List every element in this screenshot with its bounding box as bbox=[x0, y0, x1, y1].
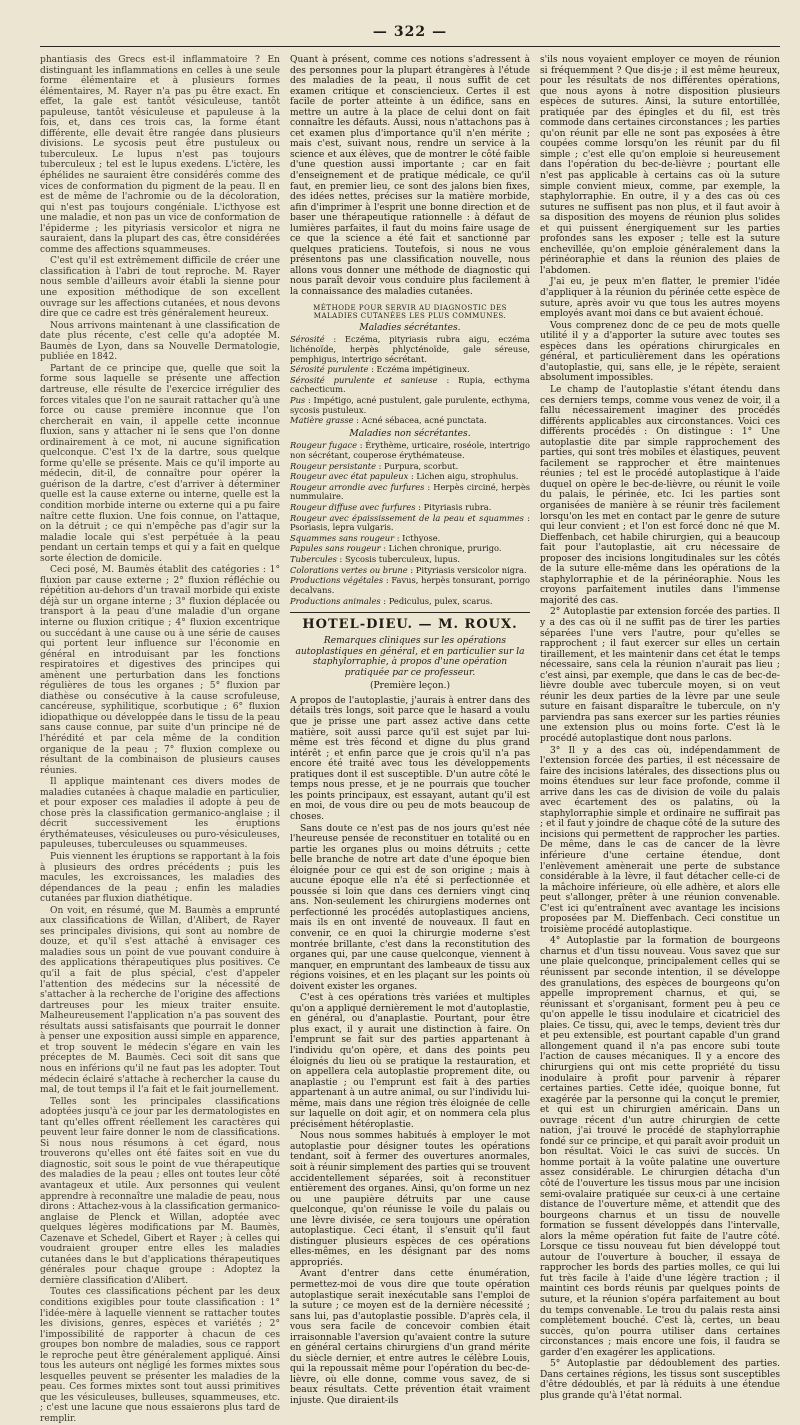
intro-paragraphs bbox=[290, 55, 530, 298]
paragraph: Avant d'entrer dans cette énumération, permettez-moi de vous dire que toute opération autoplastique serait inexécutable sans l'emploi de la suture ; ce moyen est de la dernière nécessité ; sans lui, pas d'autoplastie possible. D'après cela, il vous sera facile de concevoir combien était irraisonnable l'aversion qu'avaient contre la suture en général certains chirurgiens d'un grand mérite du siècle dernier, et entre autres le célèbre Louis, qui la repoussait même pour l'opération du bec-de-lièvre, où elle donne, comme vous savez, de si beaux résultats. Cette prévention était vraiment injuste. Que diraient-ils bbox=[290, 1269, 530, 1407]
diagnostic-entry bbox=[290, 534, 530, 544]
entry-term: Rougeur persistante bbox=[290, 460, 376, 471]
diagnostic-entry bbox=[290, 335, 530, 364]
paragraph: Nous arrivons maintenant à une classification de date plus récente, c'est celle qu'a adoptée M. Baumès de Lyon, dans sa Nouvelle Dermatologie, publiée en 1842. bbox=[40, 320, 280, 363]
paragraph: C'est à ces opérations très variées et multiples qu'on a appliqué dernièrement le mot d'autoplastie, en général, ou d'anaplastie. Pourtant, pour être plus exact, il y aurait une distinction à faire. On l'emprunt se fait sur des parties appartenant à l'individu qu'on opère, et dans des points peu éloignés du lieu où se pratique la restauration, et on appellera cela autoplastie proprement dite, ou anaplastie ; ou l'emprunt est fait à des parties appartenant à un autre animal, ou sur l'individu lui-même, mais dans une région très éloignée de celle sur laquelle on doit agir, et on nommera cela plus précisément hétéroplastie. bbox=[290, 993, 530, 1130]
entry-term: Rougeur avec état papuleux bbox=[290, 471, 409, 482]
paragraph: Partant de ce principe que, quelle que soit la forme sous laquelle se présente une affection dartreuse, elle résulte de l'exercice irrégulier des forces vitales que l'on ne saurait rattacher qu'à une force ou cause première inconnue que l'on chercherait en vain, il appelle cette inconnue fluxion, sans y attacher ni le sens que l'on donne ordinairement à ce mot, ni aucune signification quelconque. C'est l'x de la dartre, sous quelque forme qu'elle se présente. Mais ce qu'il importe au médecin, dit-il, de connaître pour opérer la guérison de la dartre, c'est d'arriver à déterminer quelle est la cause externe ou interne, quelle est la condition morbide interne ou externe qui a pu faire naître cette fluxion. Une fois connue, on l'attaque, on la détruit ; ce qui n'empêche pas d'agir sur la maladie locale qui s'est perpétuée à la peau pendant un certain temps et qui y a fait en quelque sorte élection de domicile. bbox=[40, 363, 280, 564]
column-middle bbox=[290, 55, 531, 1407]
lecture-label: (Première leçon.) bbox=[369, 681, 451, 692]
paragraph: On voit, en résumé, que M. Baumès a emprunté aux classifications de Willan, d'Alibert, de Rayer ses principales divisions, qui sont au nombre de douze, et qu'il s'est attaché à envisager ces maladies sous un point de vue pouvant conduire à des applications thérapeutiques plus positives. Ce qu'il a fait de plus spécial, c'est d'appeler l'attention des médecins sur la nécessité de s'attacher à la recherche de l'origine des affections dartreuses pour les mieux traiter ensuite. Malheureusement l'application n'a pas souvent des résultats aussi satisfaisants que pourrait le donner à penser une exposition aussi simple en apparence, et trop souvent le médecin s'égare en vain les préceptes de M. Baumès. Ceci soit dit sans que nous en inférions qu'il ne faut pas les adopter. Tout médecin éclairé s'attache à rechercher la cause du mal, de tout temps il l'a fait et le fait journellement. bbox=[40, 905, 280, 1096]
entry-term: Productions végétales bbox=[290, 575, 384, 586]
diagnostic-entry bbox=[290, 503, 530, 513]
diagnostic-entry bbox=[290, 365, 530, 375]
entry-term: Sérosité purulente et sanieuse bbox=[290, 374, 438, 385]
entry-term: Rougeur fugace bbox=[290, 440, 358, 451]
paragraph: 5° Autoplastie par dédoublement des parties. Dans certaines régions, les tissus sont susceptibles d'être dédoublés, et par là réduits à une étendue plus grande qu'à l'état normal. bbox=[540, 1359, 780, 1401]
entry-term: Tubercules bbox=[290, 554, 337, 565]
section-title-non-secretantes: Maladies non sécrétantes. bbox=[349, 428, 471, 439]
entry-term: Papules sans rougeur bbox=[290, 543, 381, 554]
paragraph: Le champ de l'autoplastie s'étant étendu dans ces derniers temps, comme vous venez de voir, il a fallu nécessairement imaginer des procédés différents applicables aux circonstances. Voici ces différents procédés : On distingue : 1° Une autoplastie dite par simple rapprochement des parties, qui sont très mobiles et élastiques, peuvent facilement se rapprocher et être maintenues réunies ; tel est le procédé autoplastique à l'aide duquel on opère le bec-de-lièvre, ou réunit le voile du palais, le périnée, etc. Ici les parties sont organisées de manière à se réunir très facilement lorsqu'on les met en contact par le genre de suture qui leur convient ; et l'on est forcé donc né que M. Dieffenbach, cet habile chirurgien, qui a beaucoup fait pour l'autoplastie, ait cru nécessaire de proposer des incisions longitudinales sur les côtés de la suture elle-même dans les opérations de la staphylorraphie et de la périnéoraphie. Nous les croyons parfaitement inutiles dans l'immense majorité des cas. bbox=[540, 384, 780, 606]
hotel-dieu-heading: HOTEL-DIEU. — M. ROUX. bbox=[290, 612, 530, 632]
paragraph: Quant à présent, comme ces notions s'adressent à des personnes pour la plupart étrangères à l'étude des maladies de la peau, il nous suffit de cet examen critique et consciencieux. Certes il est facile de porter atteinte à un édifice, sans en mettre un autre à la place de celui dont on fait connaître les défauts. Aussi, nous n'attachons pas à cet examen plus d'importance qu'il n'en mérite ; mais c'est, suivant nous, rendre un service à la science et aux élèves, que de montrer le côté faible d'une question aussi importante ; car en fait d'enseignement et de pratique médicale, ce qu'il faut, en premier lieu, ce sont des jalons bien fixes, des idées nettes, précises sur la matière morbide, afin d'imprimer à l'esprit une bonne direction et de baser une thérapeutique rationnelle : à défaut de lumières parfaites, il faut du moins faire usage de ce que la science a été fait et sanctionné par quelques praticiens. Toutefois, si nous ne vous présentons pas une classification nouvelle, nous allons vous donner une méthode de diagnostic qui nous paraît devoir vous conduire plus facilement à la connaissance des maladies cutanées. bbox=[290, 55, 530, 298]
entry-term: Squammes sans rougeur bbox=[290, 532, 395, 543]
entry-text: : Herpès circiné, herpès nummulaire. bbox=[290, 481, 531, 502]
paragraph: Toutes ces classifications péchent par les deux conditions exigibles pour toute classification : 1° l'idée-mère à laquelle viennent se rattacher toutes les divisions, genres, espèces et variétés ; 2° l'impossibilité de rapporter à chacun de ces groupes bon nombre de maladies, sous ce rapport le reproche peut être généralement appliqué. Ainsi tous les auteurs ont négligé les formes mixtes sous lesquelles peuvent se présenter les maladies de la peau. Ces formes mixtes sont tout aussi primitives que les vésiculeuses, bulleuses, squammeuses, etc. ; c'est une lacune que nous essaierons plus tard de remplir. bbox=[40, 1287, 280, 1424]
paragraph: C'est qu'il est extrêmement difficile de créer une classification à l'abri de tout reproche. M. Rayer nous semble d'ailleurs avoir établi la sienne pour une exposition méthodique de son excellent ouvrage sur les affections cutanées, et nous devons dire que ce cadre est très généralement heureux. bbox=[40, 256, 280, 320]
entry-text: : Favus, herpès tonsurant, porrigo decalvans. bbox=[290, 575, 530, 595]
entry-text: : Purpura, scorbut. bbox=[375, 460, 459, 471]
entry-text: : Érythème, urticaire, roséole, intertrigo non sécrétant, couperose érythémateuse. bbox=[290, 440, 530, 460]
paragraph: 2° Autoplastie par extension forcée des parties. Il y a des cas où il ne suffit pas de tirer les parties séparées l'une vers l'autre, pour qu'elles se rapprochent ; il faut exercer sur elles un certain tiraillement, et les maintenir dans cet état le temps nécessaire, sans cela la réunion n'aurait pas lieu ; c'est ainsi, par exemple, que dans le cas de bec-de-lièvre double avec tubercule moyen, si on veut réunir les deux parties de la lèvre par une seule suture en faisant disparaître le tubercule, on n'y parviendra pas sans exercer sur les parties réunies une extension plus ou moins forte. C'est là le procédé autoplastique dont nous parlons. bbox=[540, 607, 780, 744]
paragraph: A propos de l'autoplastie, j'aurais à entrer dans des détails très longs, soit parce que le hasard a voulu que je prisse une part assez active dans cette matière, soit aussi parce qu'il est sujet par lui-même est très fécond et digne du plus grand intérêt ; et enfin parce que je crois qu'il n'a pas encore été traité avec tous les développements pratiques dont il est susceptible. D'un autre côté le temps nous presse, et je ne pourrais que toucher les points principaux, est essayant, autant qu'il est en moi, de vous dire ou peu de mots beaucoup de choses. bbox=[290, 695, 530, 822]
entry-text: : Psoriasis, lepra vulgaris. bbox=[290, 512, 531, 533]
diagnostic-entry bbox=[290, 566, 530, 576]
entry-text: : Icthyose. bbox=[394, 532, 441, 543]
entry-term: Rougeur arrondie avec furfures bbox=[290, 481, 425, 492]
entry-text: : Lichen aigu, strophulus. bbox=[408, 471, 519, 482]
entry-text: : Eczéma, pityriasis rubra aigu, eczéma lichénoïde, herpès phlycténoïde, gale séreuse, pemphigus, intertrigo sécrétant. bbox=[290, 334, 530, 364]
diagnostic-entry bbox=[290, 483, 530, 502]
page-header bbox=[40, 24, 780, 47]
diagnostic-entry bbox=[290, 597, 530, 607]
entry-term: Productions animales bbox=[290, 595, 381, 606]
entry-text: : Pediculus, pulex, scarus. bbox=[380, 595, 493, 606]
diagnostic-entry bbox=[290, 441, 530, 460]
diagnostic-entry bbox=[290, 514, 530, 533]
column-right bbox=[540, 55, 780, 1401]
paragraph: s'ils nous voyaient employer ce moyen de réunion si fréquemment ? Que dis-je ; il est même heureux, pour les résultats de nos différentes opérations, que nous ayons à notre disposition plusieurs espèces de sutures. Ainsi, la suture entortillée, pratiquée par des épingles et du fil, est très commode dans certaines circonstances ; les parties qu'on réunit par elle ne sont pas exposées à être coupées comme lorsqu'on les réunit par du fil simple ; c'est elle qu'on emploie si heureusement dans l'opération du bec-de-lièvre ; pourtant elle n'est pas applicable à certains cas où la suture simple convient mieux, comme, par exemple, la staphylorraphie. En outre, il y a des cas où ces sutures ne suffisent pas non plus, et il faut avoir à sa disposition des moyens de réunion plus solides et qui puissent énergiquement sur les parties profondes sans les exposer ; telle est la suture enchevillée, qu'on emploie généralement dans la périnéoraphie et dans la réunion des plaies de l'abdomen. bbox=[540, 55, 780, 276]
paragraph: Il applique maintenant ces divers modes de maladies cutanées à chaque maladie en particulier, et pour exposer ces maladies il adopte à peu de chose près la classification germanico-anglaise ; il décrit successivement les éruptions érythémateuses, vésiculeuses ou puro-vésiculeuses, papuleuses, tuberculeuses ou squammeuses. bbox=[40, 777, 280, 851]
diagnostic-entry bbox=[290, 472, 530, 482]
paragraph: Ceci posé, M. Baumès établit des catégories : 1° fluxion par cause externe ; 2° fluxion réfléchie ou répétition au-dehors d'un travail morbide qui existe déjà sur un organe interne ; 3° fluxion déplacée ou transport à la peau d'une maladie d'un organe interne ou fluxion critique ; 4° fluxion excentrique ou succédant à une cause ou à une série de causes qui portent leur influence sur l'économie en général en introduisant par les fonctions respiratoires et digestives des principes qui amènent une perturbation dans les fonctions régulières de tous les organes ; 5° fluxion par diathèse ou consécutive à la cause scrofuleuse, cancéreuse, syphilitique, scorbutique ; 6° fluxion idiopathique ou développée dans le tissu de la peau sans cause connue, par suite d'un principe né de l'hérédité et par cela même de la condition organique de la peau ; 7° fluxion complexe ou résultant de la combinaison de plusieurs causes réunies. bbox=[40, 565, 280, 776]
paragraph: Telles sont les principales classifications adoptées jusqu'à ce jour par les dermatologistes en tant qu'elles offrent réellement les caractères qui peuvent leur faire donner le nom de classifications. Si nous nous résumons à cet égard, nous trouverons qu'elles ont été faites soit en vue du diagnostic, soit sous le point de vue thérapeutique des maladies de la peau ; elles ont toutes leur côté avantageux et utile. Aux personnes qui veulent apprendre à reconnaître une maladie de peau, nous dirons : Attachez-vous à la classification germanico-anglaise de Plenck et Willan, adoptée avec quelques légères modifications par M. Baumès, Cazenave et Schedel, Gibert et Rayer ; à celles qui voudraient grouper entre elles les maladies cutanées dans le but d'applications thérapeutiques générales pour chaque groupe : Adoptez la dernière classification d'Alibert. bbox=[40, 1096, 280, 1286]
non-secretantes-list bbox=[290, 441, 530, 606]
diagnostic-entry bbox=[290, 462, 530, 472]
section-title-secretantes: Maladies sécrétantes. bbox=[359, 322, 461, 333]
diagnostic-entry bbox=[290, 376, 530, 395]
entry-text: : Lichen chronique, prurigo. bbox=[380, 543, 502, 554]
entry-text: : Sycosis tuberculeux, lupus. bbox=[336, 554, 461, 565]
diagnostic-entry bbox=[290, 416, 530, 426]
method-title: MÉTHODE POUR SERVIR AU DIAGNOSTIC DES MALADIES CUTANÉES LES PLUS COMMUNES. bbox=[313, 303, 507, 320]
paragraph: J'ai eu, je peux m'en flatter, le premier l'idée d'appliquer à la réunion du périnée cette espèce de suture, après avoir vu que tous les autres moyens employés avant moi dans ce but avaient échoué. bbox=[540, 277, 780, 320]
entry-text: : Rupia, ecthyma cachecticum. bbox=[290, 374, 530, 395]
entry-text: : Pityriasis versicolor nigra. bbox=[407, 564, 527, 575]
diagnostic-entry bbox=[290, 576, 530, 595]
paragraph: phantiasis des Grecs est-il inflammatoire ? En distinguant les inflammations en celles à une seule forme élémentaire et à plusieurs formes élémentaires, M. Rayer n'a pas pu être exact. En effet, la gale est tantôt vésiculeuse, tantôt papuleuse, tantôt vésiculeuse et papuleuse à la fois, et, dans ces trois cas, la forme étant différente, elle devait être rangée dans plusieurs divisions. Le sycosis peut être pustuleux ou tuberculeux. Le lupus n'est pas toujours tuberculeux ; tel est le lupus exedens. L'ictère, les éphélides ne sauraient être considérés comme des vices de conformation du pigment de la peau. Il en est de même de l'achromie ou de la décoloration, qui n'est pas toujours congéniale. L'icthyose est une maladie, et non pas un vice de conformation de l'épiderme ; les pityriasis versicolor et nigra ne sauraient, dans la plupart des cas, être considérées comme des affections squammeuses. bbox=[40, 55, 280, 255]
entry-text: : Impétigo, acné pustulent, gale purulente, ecthyma, sycosis pustuleux. bbox=[290, 395, 530, 415]
text-columns bbox=[40, 55, 780, 1424]
diagnostic-entry bbox=[290, 396, 530, 415]
entry-text: : Acné sébacea, acné punctata. bbox=[353, 415, 487, 426]
paragraph: Puis viennent les éruptions se rapportant à la fois à plusieurs des ordres précédents ; puis les macules, les excroissances, les maladies des dépendances de la peau ; enfin les maladies cutanées par fluxion diathétique. bbox=[40, 852, 280, 905]
entry-term: Rougeur avec épaississement de la peau et squammes bbox=[290, 512, 524, 523]
column-left bbox=[40, 55, 280, 1424]
diagnostic-entry bbox=[290, 544, 530, 554]
paragraph: 4° Autoplastie par la formation de bourgeons charnus et d'un tissu nouveau. Vous savez que sur une plaie quelconque, principalement celles qui se réunissent par seconde intention, il se développe des granulations, des espèces de bourgeons qu'on appelle improprement charnus, et qui, se réunissant et s'organisant, forment peu à peu ce qu'on appelle le tissu inodulaire et cicatriciel des plaies. Ce tissu, qui, avec le temps, devient très dur et peu extensible, est pourtant capable d'un grand allongement quand il n'a pas encore subi toute l'action de causes mécaniques. Il y a encore des chirurgiens qui ont mis cette propriété du tissu inodulaire à profit pour parvenir à réparer certaines parties. Cette idée, quoique bonne, fut exagérée par la personne qui la conçut le premier, et qui est un chirurgien américain. Dans un ouvrage récent d'un autre chirurgien de cette nation, j'ai trouvé le procédé de staphylorraphie fondé sur ce principe, et qui paraît avoir produit un bon résultat. Voici le cas suivi de succès. Un homme portait à la voûte palatine une ouverture assez considérable. Le chirurgien détacha d'un côté de l'ouverture les tissus mous par une incision semi-ovalaire pratiquée sur ceux-ci à une certaine distance de l'ouverture même, et attendit que des bourgeons charnus et un tissu de nouvelle formation se fussent développés dans l'intervalle, alors la même opération fut faite de l'autre côté. Lorsque ce tissu nouveau fut bien développé tout autour de l'ouverture à boucher, il essaya de rapprocher les bords des parties molles, ce qui lui fut très facile à l'aide d'une légère traction ; il maintint ces bords réunis par quelques points de suture, et la réunion s'opéra parfaitement au bout du temps convenable. Le trou du palais resta ainsi complètement bouché. C'est là, certes, un beau succès, qu'on pourra utiliser dans certaines circonstances ; mais encore une fois, il faudra se garder d'en exagérer les applications. bbox=[540, 936, 780, 1358]
paragraph: 3° Il y a des cas où, indépendamment de l'extension forcée des parties, il est nécessaire de faire des incisions latérales, des dissections plus ou moins étendues sur leur face profonde, comme il arrive dans les cas de division de voile du palais avec écartement des os palatins, où la staphylorraphie simple et ordinaire ne suffirait pas ; et il faut y joindre de chaque côté de la suture des incisions qui permettent de rapprocher les parties. De même, dans le cas de cancer de la lèvre inférieure d'une certaine étendue, dont l'enlèvement amènerait une perte de substance considérable à la lèvre, il faut détacher celle-ci de la mâchoire inférieure, où elle adhère, et alors elle peut s'allonger, prêter à une réunion convenable. C'est ici qu'entraînent avec avantage les incisions proposées par M. Dieffenbach. Ceci constitue un troisième procédé autoplastique. bbox=[540, 745, 780, 935]
secretantes-list bbox=[290, 335, 530, 425]
entry-text: : Pityriasis rubra. bbox=[415, 502, 492, 513]
paragraph: Sans doute ce n'est pas de nos jours qu'est née l'heureuse pensée de reconstituer en totalité ou en partie les organes plus ou moins détruits ; cette belle branche de notre art date d'une époque bien éloignée pour ce qui est de son origine ; mais à aucune époque elle n'a été si perfectionnée et poussée si loin que dans ces derniers vingt cinq ans. Non-seulement les chirurgiens modernes ont perfectionné les procédés autoplastiques anciens, mais ils en ont inventé de nouveaux. Il faut en convenir, ce en quoi la chirurgie moderne s'est montrée brillante, c'est dans la reconstitution des organes qui, par une cause quelconque, viennent à manquer, en empruntant des lambeaux de tissu aux régions voisines, et en les plaçant sur les points où doivent exister les organes. bbox=[290, 823, 530, 992]
entry-term: Colorations vertes ou brune bbox=[290, 564, 408, 575]
paragraph: Nous nous sommes habitués à employer le mot autoplastie pour désigner toutes les opérations tendant, soit à fermer des ouvertures anormales, soit à réunir simplement des parties qui se trouvent accidentellement séparées, soit à reconstituer entièrement des organes. Ainsi, qu'on forme un nez ou une paupière détruits par une cause quelconque, qu'on réunisse le voile du palais ou une lèvre divisée, ce sera toujours une opération autoplastique. Ceci étant, il s'ensuit qu'il faut distinguer plusieurs espèces de ces opérations elles-mêmes, en les désignant par des noms appropriés. bbox=[290, 1131, 530, 1268]
entry-term: Pus bbox=[290, 395, 306, 405]
entry-term: Sérosité purulente bbox=[290, 364, 369, 375]
page-number: — 322 — bbox=[40, 24, 780, 40]
diagnostic-entry bbox=[290, 555, 530, 565]
paragraph: Vous comprenez donc de ce peu de mots quelle utilité il y a d'apporter la suture avec toutes ses espèces dans les opérations chirurgicales en général, et particulièrement dans les opérations d'autoplastie, qui, sans elle, je le répète, seraient absolument impossibles. bbox=[540, 320, 780, 384]
entry-text: : Eczéma impétigineux. bbox=[368, 364, 470, 375]
remarques-subtitle: Remarques cliniques sur les opérations autoplastiques en général, et en particulier sur la staphylorraphie, à propos d'une opération pratiquée par ce professeur. bbox=[295, 636, 525, 678]
entry-term: Sérosité bbox=[290, 334, 325, 345]
lecture-body bbox=[290, 696, 530, 1407]
entry-term: Matière grasse bbox=[290, 415, 354, 426]
entry-term: Rougeur diffuse avec furfures bbox=[290, 502, 416, 513]
